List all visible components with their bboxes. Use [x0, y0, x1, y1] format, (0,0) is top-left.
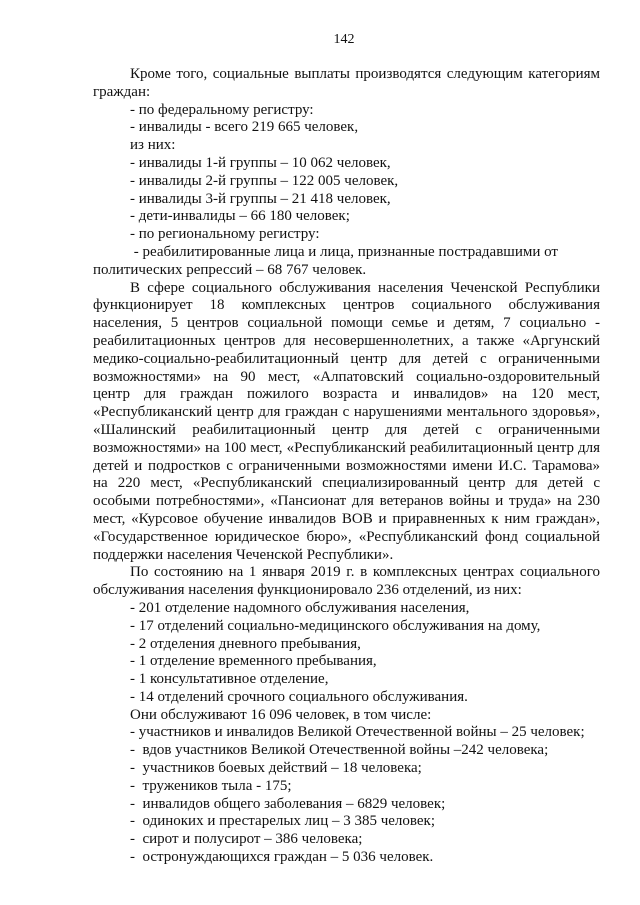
text-line: «Шалинский реабилитационный центр для детей с ограниченными	[93, 421, 600, 438]
list-item: - инвалиды 1-й группы – 10 062 человек,	[130, 154, 391, 171]
list-item: - одиноких и престарелых лиц – 3 385 человек;	[130, 813, 436, 830]
text-line: По состоянию на 1 января 2019 г. в комплексных центрах социального	[130, 564, 600, 581]
text-line: населения, 5 центров социальной помощи семье и детям, 7 социально -	[93, 315, 600, 332]
text-line: граждан:	[93, 83, 151, 100]
text-line: детей и подростков с ограниченными возможностями имени И.С. Тарамова»	[93, 457, 600, 474]
text-line: обслуживания населения функционировало 236 отделений, из них:	[93, 582, 522, 599]
list-item: - по федеральному регистру:	[130, 101, 314, 118]
list-item: - участников и инвалидов Великой Отечественной войны – 25 человек;	[130, 724, 585, 741]
list-item: - 201 отделение надомного обслуживания населения,	[130, 599, 470, 616]
text-line: функционирует 18 комплексных центров социального обслуживания	[93, 297, 600, 314]
list-item: - остронуждающихся граждан – 5 036 человек.	[130, 849, 434, 866]
body-text	[93, 66, 600, 867]
text-line: В сфере социального обслуживания населения Чеченской Республики	[130, 279, 600, 296]
text-line: центр для граждан пожилого возраста и инвалидов» на 120 мест,	[93, 386, 600, 403]
text-line: реабилитационных центров для несовершеннолетних, а также «Аргунский	[93, 332, 600, 349]
text-line: политических репрессий – 68 767 человек.	[93, 261, 367, 278]
text-line: особыми потребностями», «Пансионат для ветеранов войны и труда» на 230	[93, 493, 600, 510]
list-item: - 1 консультативное отделение,	[130, 671, 329, 688]
page-number: 142	[333, 32, 355, 47]
list-item: - участников боевых действий – 18 человека;	[130, 760, 422, 777]
list-item: - 17 отделений социально-медицинского обслуживания на дому,	[130, 617, 541, 634]
text-line: поддержки населения Чеченской Республики».	[93, 546, 394, 563]
list-item: - инвалидов общего заболевания – 6829 человек;	[130, 795, 446, 812]
text-line: мест, «Курсовое обучение инвалидов ВОВ и приравненных к ним граждан»,	[93, 510, 600, 527]
text-line: на 220 мест, «Республиканский специализированный центр для детей с	[93, 475, 600, 492]
list-item: - реабилитированные лица и лица, признанные пострадавшими от	[130, 243, 558, 260]
list-item: - вдов участников Великой Отечественной войны –242 человека;	[130, 742, 549, 759]
text-line: медико-социально-реабилитационный центр для детей с ограниченными	[93, 350, 600, 367]
text-line: возможностями» на 90 мест, «Алпатовский социально-оздоровительный	[93, 368, 600, 385]
list-item: - инвалиды - всего 219 665 человек,	[130, 119, 359, 136]
text-line: Они обслуживают 16 096 человек, в том числе:	[130, 706, 432, 723]
list-item: - по региональному регистру:	[130, 226, 320, 243]
text-line: возможностями» на 100 мест, «Республиканский реабилитационный центр для	[93, 439, 600, 456]
list-item: - 14 отделений срочного социального обслуживания.	[130, 688, 468, 705]
text-line: «Государственное юридическое бюро», «Республиканский фонд социальной	[93, 528, 600, 545]
list-item: - сирот и полусирот – 386 человека;	[130, 831, 363, 848]
text-line: Кроме того, социальные выплаты производятся следующим категориям	[130, 66, 600, 82]
list-item: - 1 отделение временного пребывания,	[130, 653, 377, 670]
text-line: из них:	[130, 137, 176, 154]
list-item: - инвалиды 2-й группы – 122 005 человек,	[130, 172, 399, 189]
list-item: - дети-инвалиды – 66 180 человек;	[130, 208, 350, 225]
list-item: - инвалиды 3-й группы – 21 418 человек,	[130, 190, 391, 207]
list-item: - тружеников тыла - 175;	[130, 777, 292, 794]
text-line: «Республиканский центр для граждан с нарушениями ментального здоровья»,	[93, 404, 600, 421]
list-item: - 2 отделения дневного пребывания,	[130, 635, 361, 652]
